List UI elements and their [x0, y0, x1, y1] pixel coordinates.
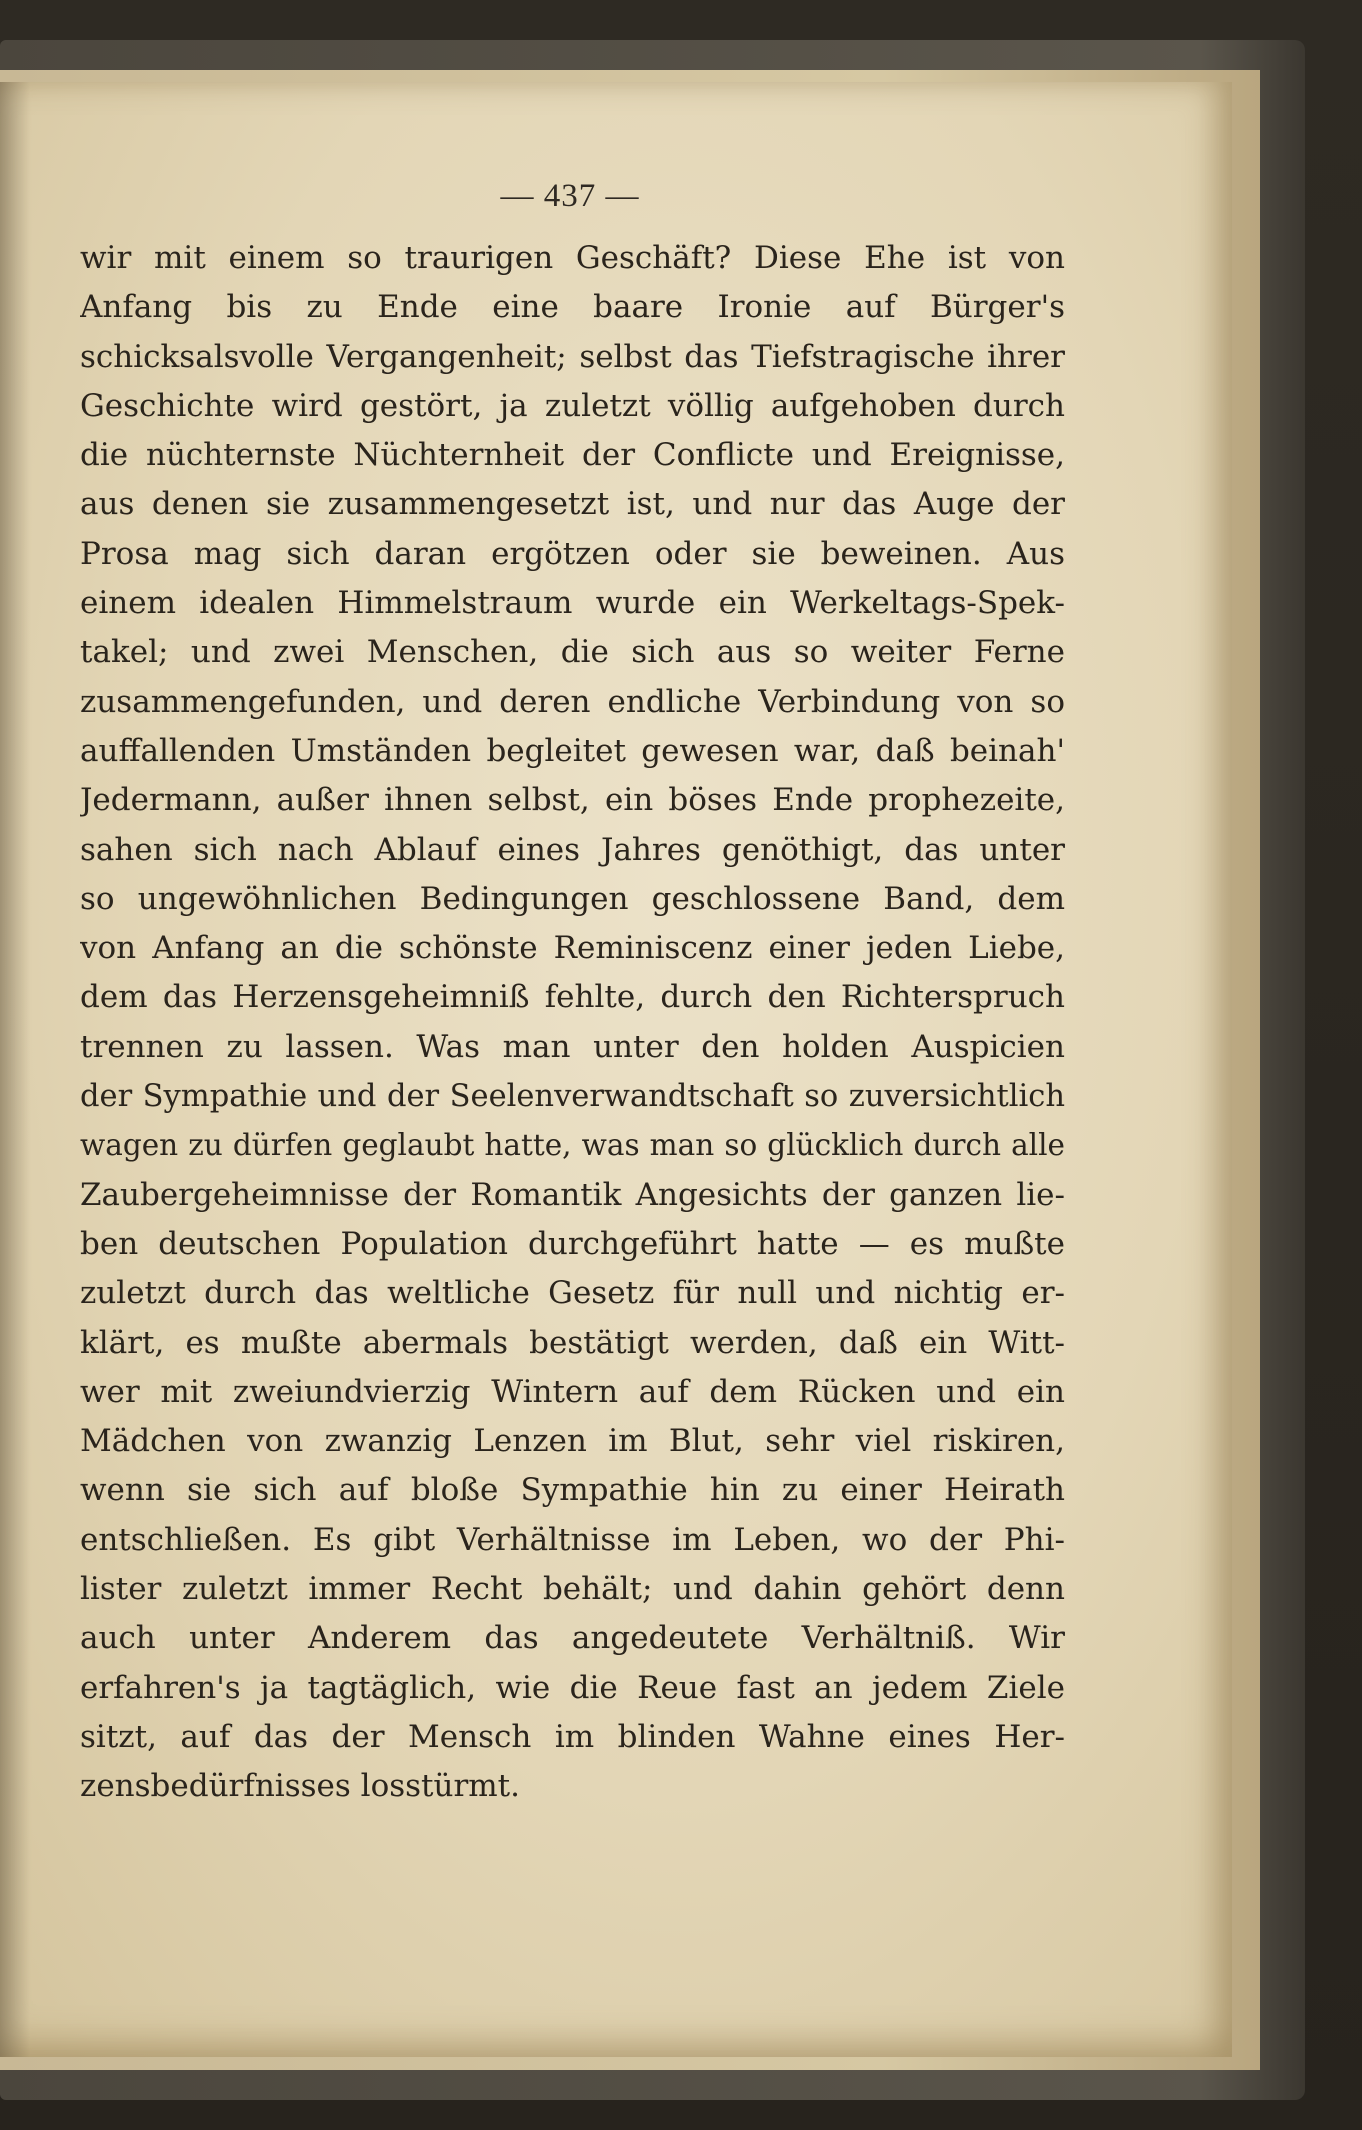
- text-line: lister zuletzt immer Recht behält; und dahin gehört denn: [80, 1571, 1065, 1608]
- text-line: der Sympathie und der Seelenverwandtschaft so zuversichtlich: [80, 1079, 1065, 1115]
- text-line: so ungewöhnlichen Bedingungen geschlossene Band, dem: [80, 880, 1065, 917]
- text-line: wenn sie sich auf bloße Sympathie hin zu einer Heirath: [80, 1472, 1065, 1509]
- text-line: Prosa mag sich daran ergötzen oder sie beweinen. Aus: [80, 535, 1065, 572]
- text-line: aus denen sie zusammengesetzt ist, und nur das Auge der: [80, 486, 1065, 523]
- text-line: Anfang bis zu Ende eine baare Ironie auf Bürger's: [80, 289, 1065, 326]
- text-line: wir mit einem so traurigen Geschäft? Diese Ehe ist von: [80, 240, 1065, 276]
- text-line: auch unter Anderem das angedeutete Verhältniß. Wir: [80, 1620, 1065, 1657]
- text-line: ben deutschen Population durchgeführt hatte — es mußte: [80, 1225, 1065, 1262]
- text-line: Mädchen von zwanzig Lenzen im Blut, sehr viel riskiren,: [80, 1423, 1065, 1460]
- text-line: entschließen. Es gibt Verhältnisse im Leben, wo der Phi-: [80, 1521, 1065, 1558]
- page-gutter: [0, 82, 30, 2057]
- text-line: zensbedürfnisses losstürmt.: [80, 1768, 520, 1805]
- text-line: die nüchternste Nüchternheit der Conflicte und Ereignisse,: [80, 437, 1065, 474]
- body-text: [80, 234, 1065, 1812]
- text-line: Jedermann, außer ihnen selbst, ein böses Ende prophezeite,: [80, 782, 1065, 819]
- text-line: schicksalsvolle Vergangenheit; selbst das Tiefstragische ihrer: [80, 338, 1065, 375]
- text-line: trennen zu lassen. Was man unter den holden Auspicien: [80, 1028, 1065, 1065]
- text-line: sahen sich nach Ablauf eines Jahres genöthigt, das unter: [80, 831, 1065, 868]
- text-line: wagen zu dürfen geglaubt hatte, was man so glücklich durch alle: [80, 1128, 1065, 1163]
- text-line: von Anfang an die schönste Reminiscenz einer jeden Liebe,: [80, 930, 1065, 967]
- text-line: zuletzt durch das weltliche Gesetz für null und nichtig er-: [80, 1275, 1065, 1312]
- text-line: einem idealen Himmelstraum wurde ein Werkeltags-Spek-: [80, 585, 1065, 622]
- text-line: erfahren's ja tagtäglich, wie die Reue fast an jedem Ziele: [80, 1669, 1065, 1706]
- text-line: takel; und zwei Menschen, die sich aus so weiter Ferne: [80, 634, 1065, 671]
- text-line: Geschichte wird gestört, ja zuletzt völlig aufgehoben durch: [80, 387, 1065, 424]
- text-line: dem das Herzensgeheimniß fehlte, durch den Richterspruch: [80, 979, 1065, 1016]
- text-line: wer mit zweiundvierzig Wintern auf dem Rücken und ein: [80, 1373, 1065, 1410]
- text-line: sitzt, auf das der Mensch im blinden Wahne eines Her-: [80, 1718, 1065, 1755]
- text-line: klärt, es mußte abermals bestätigt werden, daß ein Witt-: [80, 1324, 1065, 1361]
- text-line: Zaubergeheimnisse der Romantik Angesichts der ganzen lie-: [80, 1176, 1065, 1213]
- text-line: zusammengefunden, und deren endliche Verbindung von so: [80, 683, 1065, 720]
- page-number: — 437 —: [500, 178, 640, 214]
- book-page: [0, 82, 1232, 2057]
- text-line: auffallenden Umständen begleitet gewesen war, daß beinah': [80, 732, 1065, 769]
